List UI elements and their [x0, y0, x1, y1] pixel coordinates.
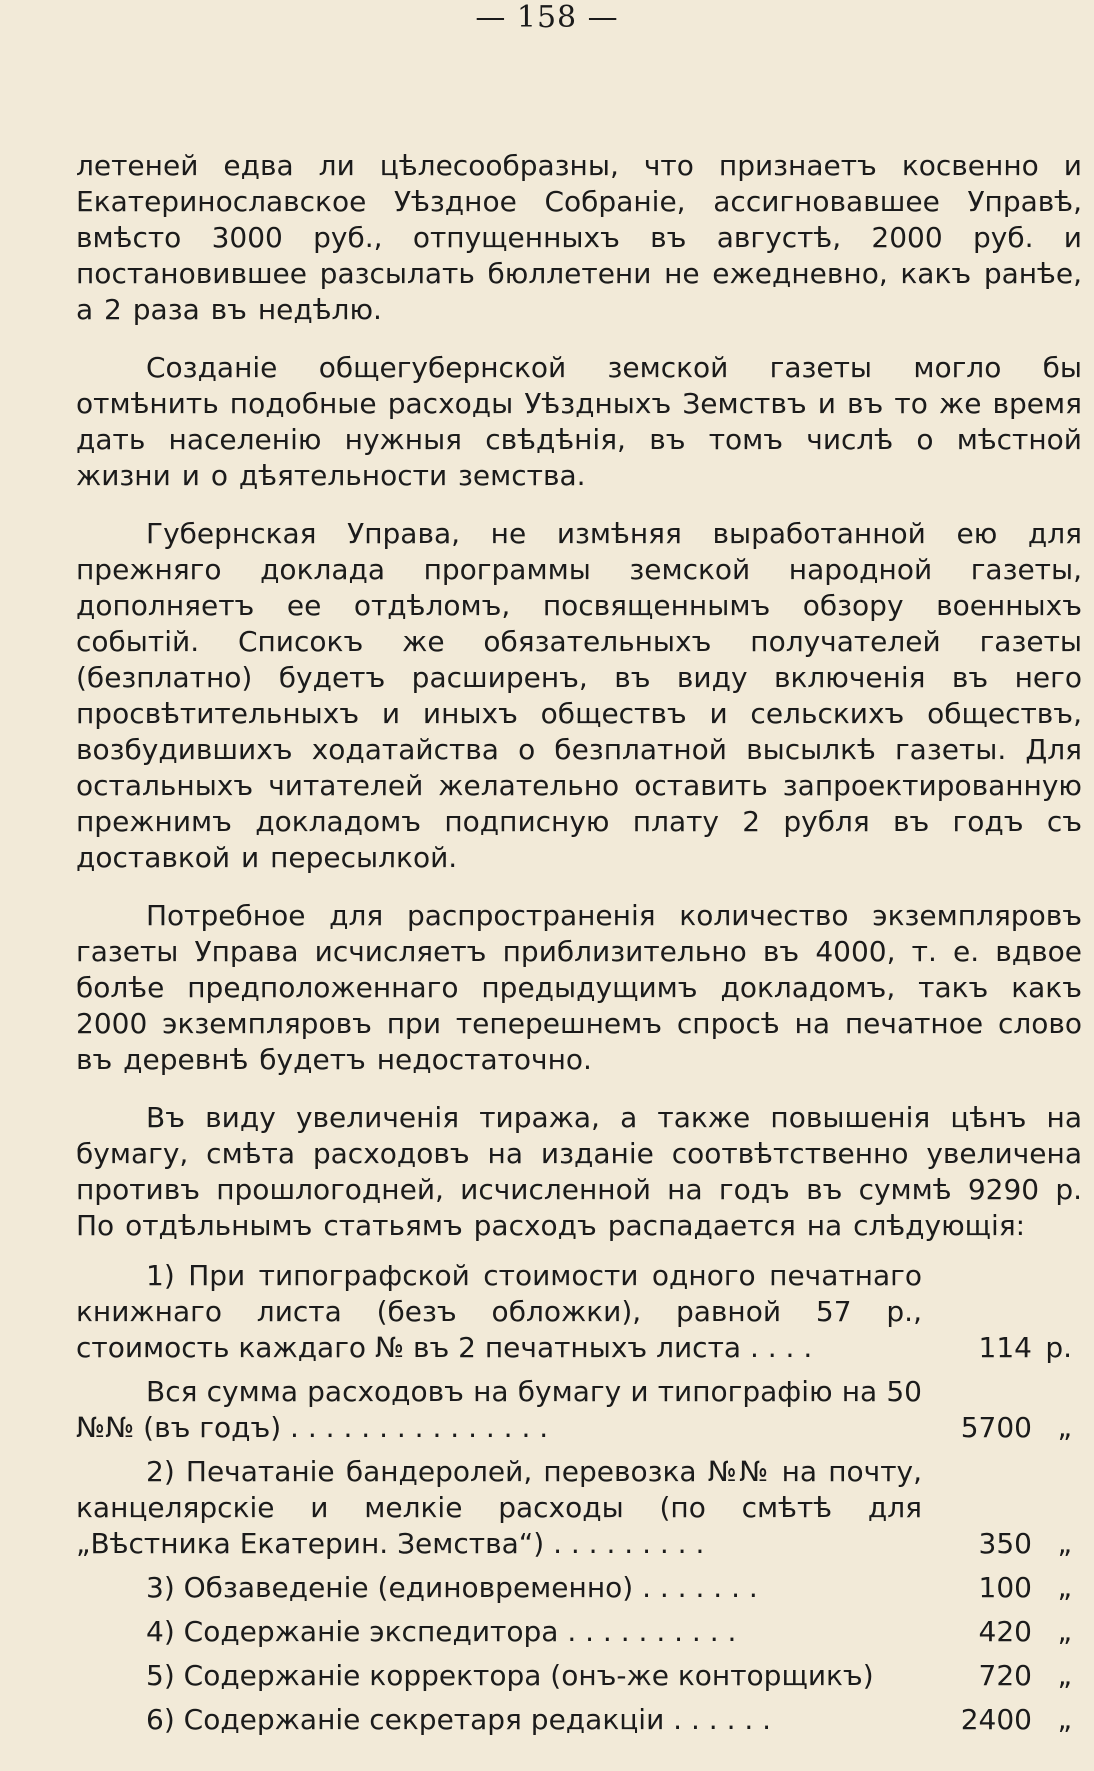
- paragraph: Потребное для распространенія количество экземпляровъ газеты Управа исчисляетъ приблизительно въ 4000, т. е. вдвое болѣе предположеннаго предыдущимъ докладомъ, такъ какъ 2000 экземпляровъ при теперешнемъ спросѣ на печатное слово въ деревнѣ будетъ недостаточно.: [76, 899, 1082, 1076]
- expense-item-unit: „: [1057, 1703, 1072, 1736]
- expense-item-amount: 350: [978, 1527, 1032, 1560]
- expense-item-amount: 420: [978, 1615, 1032, 1648]
- expense-item: [76, 1702, 1082, 1738]
- expense-item: [76, 1658, 1082, 1694]
- paragraph: летеней едва ли цѣлесообразны, что признаетъ косвенно и Екатеринославское Уѣздное Собраніе, ассигновавшее Управѣ, вмѣсто 3000 руб., отпущенныхъ въ августѣ, 2000 руб. и постановившее разсылать бюллетени не ежедневно, какъ ранѣе, а 2 раза въ недѣлю.: [76, 149, 1082, 326]
- expense-item-unit: „: [1057, 1571, 1072, 1604]
- expense-item: [76, 1614, 1082, 1650]
- expense-list: [76, 1258, 1082, 1738]
- expense-item-unit: „: [1057, 1527, 1072, 1560]
- expense-item: [76, 1258, 1082, 1366]
- expense-item-amount: 100: [978, 1571, 1032, 1604]
- expense-item-unit: „: [1057, 1411, 1072, 1444]
- expense-item: [76, 1570, 1082, 1606]
- paragraph: Въ виду увеличенія тиража, а также повышенія цѣнъ на бумагу, смѣта расходовъ на изданіе соотвѣтственно увеличена противъ прошлогодней, исчисленной на годъ въ суммѣ 9290 р. По отдѣльнымъ статьямъ расходъ распадается на слѣдующія:: [76, 1101, 1082, 1242]
- expense-item-text: 1) При типографской стоимости одного печатнаго книжнаго листа (безъ обложки), равной 57 р., стоимость каждаго № въ 2 печатныхъ листа . . . .: [76, 1259, 922, 1364]
- expense-item-text: Вся сумма расходовъ на бумагу и типографію на 50 №№ (въ годъ) . . . . . . . . . . . . . . .: [76, 1375, 922, 1444]
- page-body: [76, 148, 1082, 1746]
- expense-item-text: 3) Обзаведеніе (единовременно) . . . . . . .: [146, 1571, 758, 1604]
- paragraph: Созданіе общегубернской земской газеты могло бы отмѣнить подобные расходы Уѣздныхъ Земствъ и въ то же время дать населенію нужныя свѣдѣнія, въ томъ числѣ о мѣстной жизни и о дѣятельности земства.: [76, 351, 1082, 492]
- expense-item-text: 4) Содержаніе экспедитора . . . . . . . . . .: [146, 1615, 737, 1648]
- expense-item-text: 2) Печатаніе бандеролей, перевозка №№ на почту, канцелярскіе и мелкіе расходы (по смѣтѣ для „Вѣстника Екатерин. Земства“) . . . . . . . . .: [76, 1455, 922, 1560]
- expense-item-unit: „: [1057, 1615, 1072, 1648]
- paragraph: Губернская Управа, не измѣняя выработанной ею для прежняго доклада программы земской народной газеты, дополняетъ ее отдѣломъ, посвященнымъ обзору военныхъ событій. Списокъ же обязательныхъ получателей газеты (безплатно) будетъ расширенъ, въ виду включенія въ него просвѣтительныхъ и иныхъ обществъ и сельскихъ обществъ, возбудившихъ ходатайства о безплатной высылкѣ газеты. Для остальныхъ читателей желательно оставить запроектированную прежнимъ докладомъ подписную плату 2 рубля въ годъ съ доставкой и пересылкой.: [76, 517, 1082, 874]
- expense-item-text: 6) Содержаніе секретаря редакціи . . . . . .: [146, 1703, 772, 1736]
- expense-item-amount: 720: [978, 1659, 1032, 1692]
- expense-item-amount: 2400: [960, 1703, 1032, 1736]
- expense-item-amount: 5700: [960, 1411, 1032, 1444]
- expense-item-amount: 114: [978, 1331, 1032, 1364]
- expense-item: [76, 1454, 1082, 1562]
- expense-item-unit: „: [1057, 1659, 1072, 1692]
- expense-item: [76, 1374, 1082, 1446]
- expense-item-text: 5) Содержаніе корректора (онъ-же конторщикъ): [146, 1659, 874, 1692]
- expense-item-unit: р.: [1045, 1331, 1072, 1364]
- page-number: — 158 —: [475, 0, 619, 35]
